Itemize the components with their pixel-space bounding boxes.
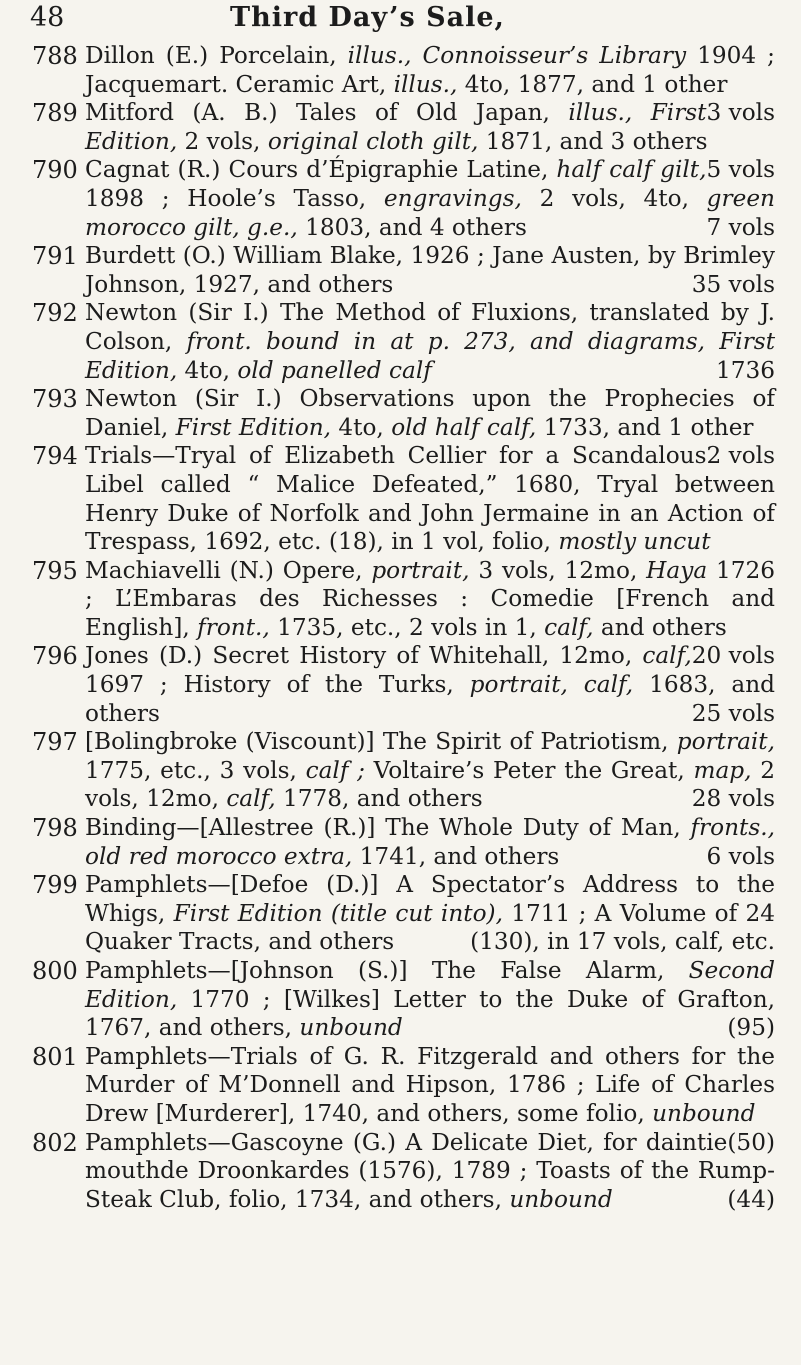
- description-text: 2 vols,: [177, 127, 268, 155]
- lot-number: 801: [32, 1042, 78, 1071]
- italic-text: illus., Connoisseur’s Library: [347, 42, 687, 69]
- lot-description: [85, 299, 775, 385]
- lot-description: [85, 156, 775, 242]
- lot-number: 788: [32, 42, 78, 70]
- lot-number: 790: [32, 156, 78, 185]
- lot-description: [85, 871, 775, 957]
- italic-text: old panelled calf: [237, 356, 432, 384]
- lot-number: 799: [32, 871, 78, 900]
- description-text: Binding—[Allestree (R.)] The Whole Duty of Man,: [85, 814, 691, 842]
- lot-entry: [0, 814, 801, 871]
- lot-entry: [0, 728, 801, 814]
- lot-entry: [0, 299, 801, 385]
- italic-text: First Edition (title cut into),: [173, 899, 503, 927]
- lot-quantity: 7 vols: [706, 213, 775, 241]
- lot-description: [85, 385, 775, 470]
- lot-quantity: 20 vols: [691, 642, 775, 670]
- description-text: 2 vols, 4to,: [521, 184, 707, 212]
- lot-number: 797: [32, 728, 78, 757]
- lot-quantity: 5 vols: [706, 156, 775, 184]
- italic-text: unbound: [299, 1014, 403, 1042]
- lot-description: [85, 814, 775, 871]
- description-text: 1697 ; History of the Turks,: [85, 671, 470, 699]
- description-text: 1871, and 3 others: [478, 127, 708, 155]
- description-text: Trials—Tryal of Elizabeth Cellier for a Scandalous Libel called “ Malice Defeated,” 1680, Tryal between Henry Duke of Norfolk and John Jermaine in an Action of Trespass, 1692, etc. (18), in 1 vol, folio,: [85, 442, 775, 556]
- description-text: 4to, 1877, and 1 other: [457, 70, 728, 98]
- description-text: 1726 ; L’Embaras des Richesses : Comedie [French and English],: [85, 556, 775, 641]
- description-text: 1803, and 4 others: [297, 213, 527, 241]
- description-text: 1778, and others: [275, 785, 483, 813]
- italic-text: front. bound in at p. 273, and diagrams, First Edition,: [85, 327, 776, 384]
- italic-text: portrait,: [676, 728, 775, 756]
- italic-text: calf,: [226, 785, 276, 813]
- lot-number: 798: [32, 814, 78, 843]
- description-text: Jones (D.) Secret History of Whitehall, 12mo,: [85, 642, 643, 670]
- italic-text: front.,: [197, 613, 270, 641]
- description-text: 1770 ; [Wilkes] Letter to the Duke of Grafton, 1767, and others,: [85, 985, 775, 1042]
- italic-text: unbound: [652, 1099, 756, 1127]
- description-text: Pamphlets—Trials of G. R. Fitzgerald and others for the Murder of M’Donnell and Hipson, 1786 ; Life of Charles Drew [Murderer], 1740, and others, some folio,: [85, 1042, 775, 1127]
- page-header: [30, 2, 771, 38]
- description-text: Pamphlets—[Defoe (D.)] A Spectator’s Address to the Whigs,: [85, 871, 775, 927]
- italic-text: Haya: [646, 556, 708, 584]
- description-text: 4to,: [177, 356, 238, 384]
- description-text: 1733, and 1 other: [536, 413, 754, 441]
- lot-quantity: (95): [727, 1014, 775, 1042]
- description-text: 1711 ; A Volume of 24 Quaker Tracts, and others: [85, 899, 776, 956]
- italic-text: calf ;: [305, 756, 365, 784]
- lot-entry: [0, 1129, 801, 1215]
- lot-quantity: 2 vols: [706, 442, 775, 470]
- lot-description: [85, 1042, 775, 1156]
- italic-text: engravings,: [383, 184, 522, 212]
- description-text: 1735, etc., 2 vols in 1,: [269, 613, 545, 641]
- description-text: 1775, etc., 3 vols,: [85, 756, 306, 784]
- lot-number: 796: [32, 642, 78, 671]
- lot-number: 802: [32, 1128, 78, 1157]
- italic-text: calf,: [642, 642, 692, 670]
- lot-number: 792: [32, 299, 78, 328]
- lot-quantity: (44): [727, 1185, 775, 1213]
- lot-quantity: 28 vols: [691, 785, 775, 813]
- italic-text: portrait, calf,: [469, 671, 634, 699]
- lot-number: 789: [32, 99, 78, 128]
- lot-quantity: 6 vols: [706, 842, 775, 870]
- lot-quantity: 35 vols: [691, 270, 775, 298]
- lot-number: 791: [32, 242, 78, 271]
- italic-text: half calf gilt,: [556, 156, 707, 184]
- italic-text: First Edition,: [175, 413, 332, 441]
- italic-text: old half calf,: [391, 413, 537, 441]
- italic-text: mostly uncut: [558, 528, 711, 556]
- lot-quantity: 1736: [715, 356, 775, 384]
- lot-entry: [0, 871, 801, 957]
- lot-entry: [0, 642, 801, 728]
- lot-number: 800: [32, 957, 78, 985]
- lot-quantity: (130), in 17 vols, calf, etc.: [470, 928, 775, 956]
- running-head: Third Day’s Sale,: [230, 2, 505, 33]
- italic-text: calf,: [544, 613, 594, 641]
- lot-description: [85, 642, 775, 728]
- description-text: Pamphlets—Gascoyne (G.) A Delicate Diet, for daintie mouthde Droonkardes (1576), 1789 ; Toasts of the Rump-Steak Club, folio, 1734, and others,: [85, 1128, 775, 1213]
- description-text: Cagnat (R.) Cours d’Épigraphie Latine,: [85, 156, 557, 184]
- lot-entry: [0, 242, 801, 299]
- description-text: 1904 ; Jacquemart. Ceramic Art,: [85, 42, 775, 98]
- italic-text: illus.,: [393, 70, 458, 98]
- description-text: Newton (Sir I.) Observations upon the Prophecies of Daniel,: [85, 385, 775, 441]
- lot-number: 793: [32, 385, 78, 414]
- description-text: 1683, and others: [85, 671, 775, 727]
- description-text: and others: [593, 613, 727, 641]
- italic-text: fronts., old red morocco extra,: [85, 814, 775, 870]
- lot-number: 795: [32, 556, 78, 585]
- description-text: 3 vols, 12mo,: [469, 556, 647, 584]
- lot-entry: [0, 442, 801, 556]
- lot-description: [85, 728, 775, 814]
- lot-description: [85, 1129, 775, 1215]
- description-text: [Bolingbroke (Viscount)] The Spirit of Patriotism,: [85, 728, 677, 756]
- page-number: 48: [30, 2, 65, 33]
- italic-text: unbound: [509, 1185, 613, 1213]
- italic-text: green morocco gilt, g.e.,: [85, 184, 775, 241]
- lot-number: 794: [32, 442, 78, 471]
- description-text: 4to,: [331, 413, 392, 441]
- description-text: Newton (Sir I.) The Method of Fluxions, translated by J. Colson,: [85, 299, 775, 355]
- lot-entry: [0, 156, 801, 242]
- description-text: 2 vols, 12mo,: [85, 756, 776, 813]
- lot-quantity: 3 vols: [706, 99, 775, 127]
- description-text: 1741, and others: [352, 842, 560, 870]
- lot-description: [85, 242, 775, 299]
- italic-text: map,: [693, 756, 752, 784]
- lot-quantity: (50): [727, 1128, 775, 1156]
- lot-entry: [0, 957, 801, 1043]
- description-text: Dillon (E.) Porcelain,: [85, 42, 348, 69]
- italic-text: illus., First Edition,: [85, 99, 707, 155]
- description-text: Voltaire’s Peter the Great,: [364, 756, 694, 784]
- italic-text: portrait,: [371, 556, 470, 584]
- description-text: Mitford (A. B.) Tales of Old Japan,: [85, 99, 569, 127]
- description-text: Pamphlets—[Johnson (S.)] The False Alarm,: [85, 957, 689, 984]
- lot-description: [85, 957, 775, 1043]
- description-text: 1898 ; Hoole’s Tasso,: [85, 184, 384, 212]
- lot-description: [85, 442, 775, 556]
- description-text: Machiavelli (N.) Opere,: [85, 556, 372, 584]
- italic-text: Second Edition,: [85, 957, 775, 1013]
- lot-list: [0, 42, 801, 1214]
- lot-quantity: 25 vols: [691, 699, 775, 727]
- italic-text: original cloth gilt,: [267, 127, 479, 155]
- description-text: Burdett (O.) William Blake, 1926 ; Jane Austen, by Brimley Johnson, 1927, and others: [85, 242, 775, 298]
